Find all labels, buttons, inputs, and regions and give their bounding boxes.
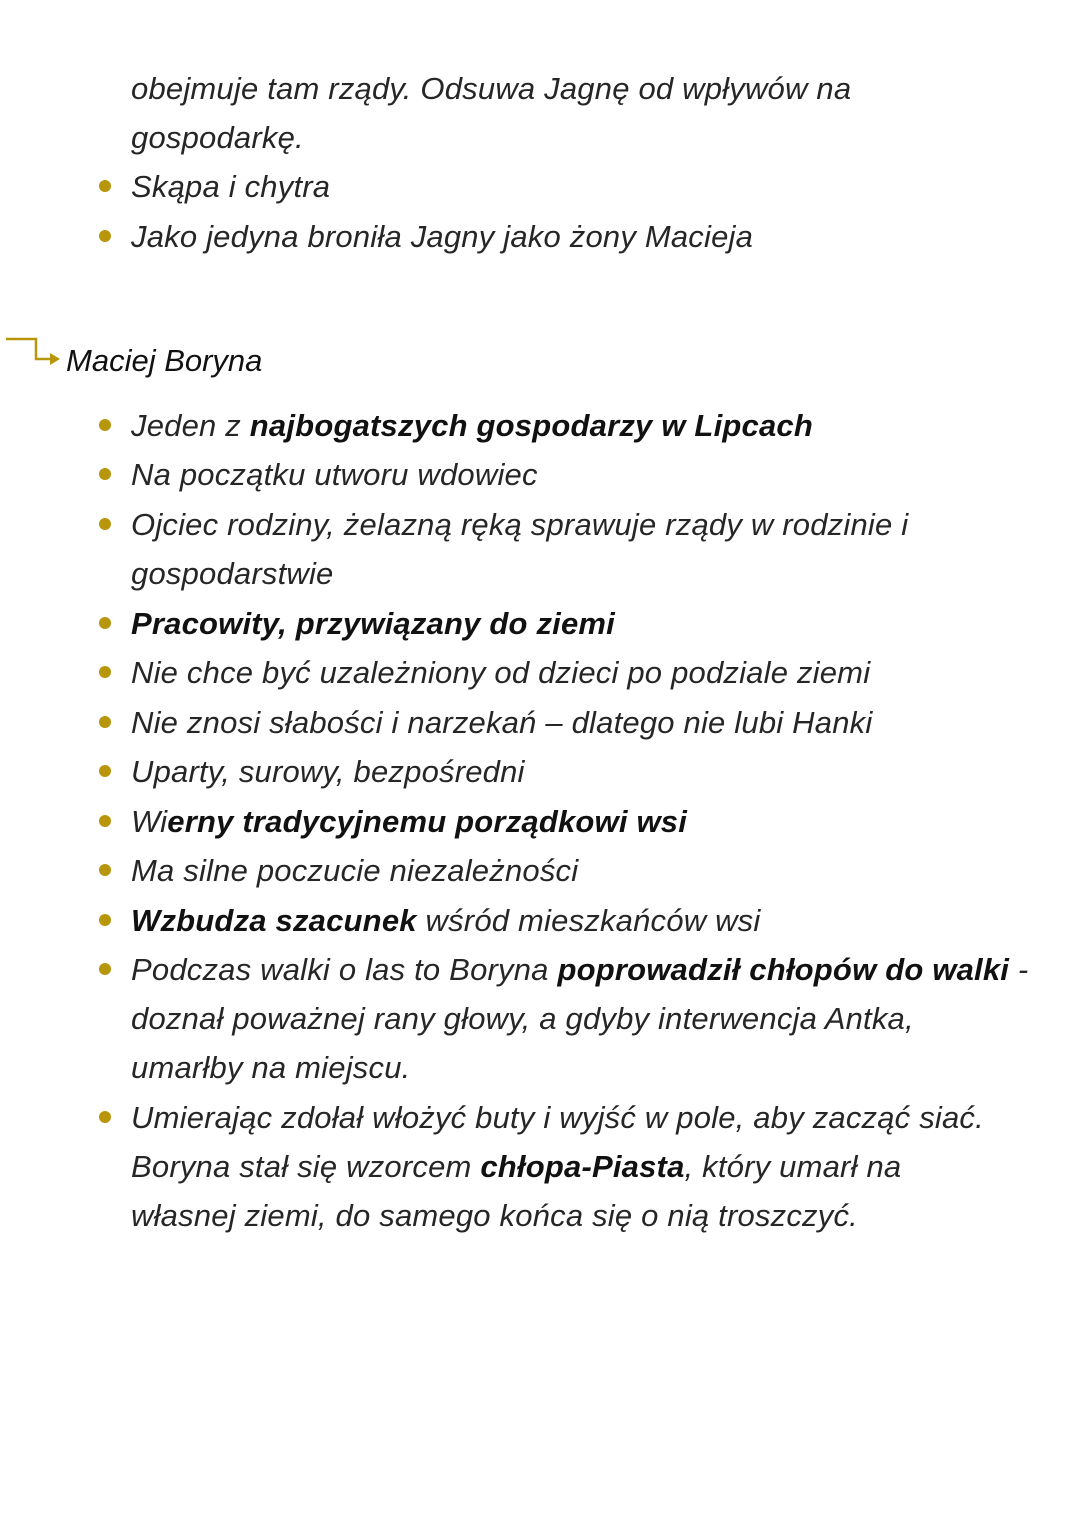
item-text: Wi xyxy=(131,804,168,839)
item-bold-text: Wzbudza szacunek xyxy=(131,903,417,938)
bullet-dot-icon xyxy=(99,617,111,629)
arrow-elbow-right-icon xyxy=(5,336,61,370)
list-item: Pracowity, przywiązany do ziemi xyxy=(131,606,615,641)
list-item xyxy=(131,401,813,450)
bullet-dot-icon xyxy=(99,765,111,777)
bullet-dot-icon xyxy=(99,963,111,975)
list-item xyxy=(131,797,687,846)
list-item-continuation: umarłby na miejscu. xyxy=(131,1050,411,1085)
bullet-dot-icon xyxy=(99,914,111,926)
bullet-dot-icon xyxy=(99,864,111,876)
bullet-dot-icon xyxy=(99,815,111,827)
item-text: - xyxy=(1009,952,1029,987)
bullet-dot-icon xyxy=(99,1111,111,1123)
item-text: Podczas walki o las to Boryna xyxy=(131,952,558,987)
list-item: Ma silne poczucie niezależności xyxy=(131,853,579,888)
list-item: Umierając zdołał włożyć buty i wyjść w pole, aby zacząć siać. xyxy=(131,1100,984,1135)
bullet-dot-icon xyxy=(99,716,111,728)
list-item: Ojciec rodziny, żelazną ręką sprawuje rządy w rodzinie i xyxy=(131,507,909,542)
bullet-dot-icon xyxy=(99,419,111,431)
item-bold-text: najbogatszych gospodarzy w Lipcach xyxy=(249,408,813,443)
list-item-continuation: własnej ziemi, do samego końca się o nią troszczyć. xyxy=(131,1198,858,1233)
item-text: Jeden z xyxy=(131,408,250,443)
list-item: Na początku utworu wdowiec xyxy=(131,457,538,492)
bullet-dot-icon xyxy=(99,230,111,242)
item-text: Boryna stał się wzorcem xyxy=(131,1149,481,1184)
section-heading: Maciej Boryna xyxy=(66,343,263,378)
paragraph-line: obejmuje tam rządy. Odsuwa Jagnę od wpływów na xyxy=(131,71,852,106)
list-item: Jako jedyna broniła Jagny jako żony Macieja xyxy=(131,219,754,254)
item-text: , który umarł na xyxy=(684,1149,902,1184)
list-item: Nie znosi słabości i narzekań – dlatego nie lubi Hanki xyxy=(131,705,873,740)
list-item xyxy=(131,896,760,945)
list-item-continuation: gospodarstwie xyxy=(131,556,334,591)
list-item-continuation xyxy=(131,1142,901,1191)
item-bold-text: erny tradycyjnemu porządkowi wsi xyxy=(167,804,688,839)
bullet-dot-icon xyxy=(99,518,111,530)
item-text: wśród mieszkańców wsi xyxy=(416,903,761,938)
list-item xyxy=(131,945,1028,994)
bullet-dot-icon xyxy=(99,180,111,192)
list-item: Uparty, surowy, bezpośredni xyxy=(131,754,525,789)
list-item-continuation: doznał poważnej rany głowy, a gdyby interwencja Antka, xyxy=(131,1001,914,1036)
list-item: Nie chce być uzależniony od dzieci po podziale ziemi xyxy=(131,655,871,690)
item-bold-text: chłopa-Piasta xyxy=(480,1149,685,1184)
item-bold-text: poprowadził chłopów do walki xyxy=(557,952,1010,987)
bullet-dot-icon xyxy=(99,666,111,678)
list-item: Skąpa i chytra xyxy=(131,169,331,204)
bullet-dot-icon xyxy=(99,468,111,480)
paragraph-line: gospodarkę. xyxy=(131,120,304,155)
